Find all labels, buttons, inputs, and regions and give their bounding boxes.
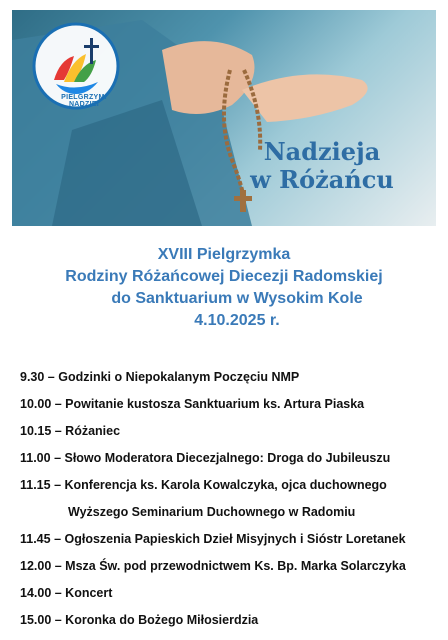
schedule-item: 9.30 – Godzinki o Niepokalanym Poczęciu NMP [20, 370, 300, 384]
schedule-item: 10.15 – Różaniec [20, 424, 121, 438]
heading-line1: XVIII Pielgrzymka [157, 246, 291, 263]
hero-title [222, 138, 422, 194]
hero-title-line1: Nadzieja [263, 137, 381, 166]
heading-line3: do Sanktuarium w Wysokim Kole [111, 290, 363, 307]
schedule-item: 11.00 – Słowo Moderatora Diecezjalnego: Droga do Jubileuszu [20, 451, 391, 465]
hero-title-line2: w Różańcu [250, 165, 394, 194]
schedule-item: 12.00 – Msza Św. pod przewodnictwem Ks. Bp. Marka Solarczyka [20, 559, 406, 573]
schedule-item-continuation: Wyższego Seminarium Duchownego w Radomiu [68, 505, 356, 519]
logo-caption: PIELGRZYMI NADZIEI [61, 94, 107, 108]
heading-line2: Rodziny Różańcowej Diecezji Radomskiej [65, 268, 383, 285]
pilgrimage-heading [0, 244, 448, 332]
schedule-item: 15.00 – Koronka do Bożego Miłosierdzia [20, 613, 259, 627]
schedule-item: 11.45 – Ogłoszenia Papieskich Dzieł Misyjnych i Sióstr Loretanek [20, 532, 406, 546]
schedule-item: 10.00 – Powitanie kustosza Sanktuarium ks. Artura Piaska [20, 397, 365, 411]
schedule-list [20, 364, 440, 634]
hero-image [12, 10, 436, 226]
schedule-item: 11.15 – Konferencja ks. Karola Kowalczyka, ojca duchownego [20, 478, 387, 492]
heading-date: 4.10.2025 r. [194, 312, 280, 329]
schedule-item: 14.00 – Koncert [20, 586, 113, 600]
